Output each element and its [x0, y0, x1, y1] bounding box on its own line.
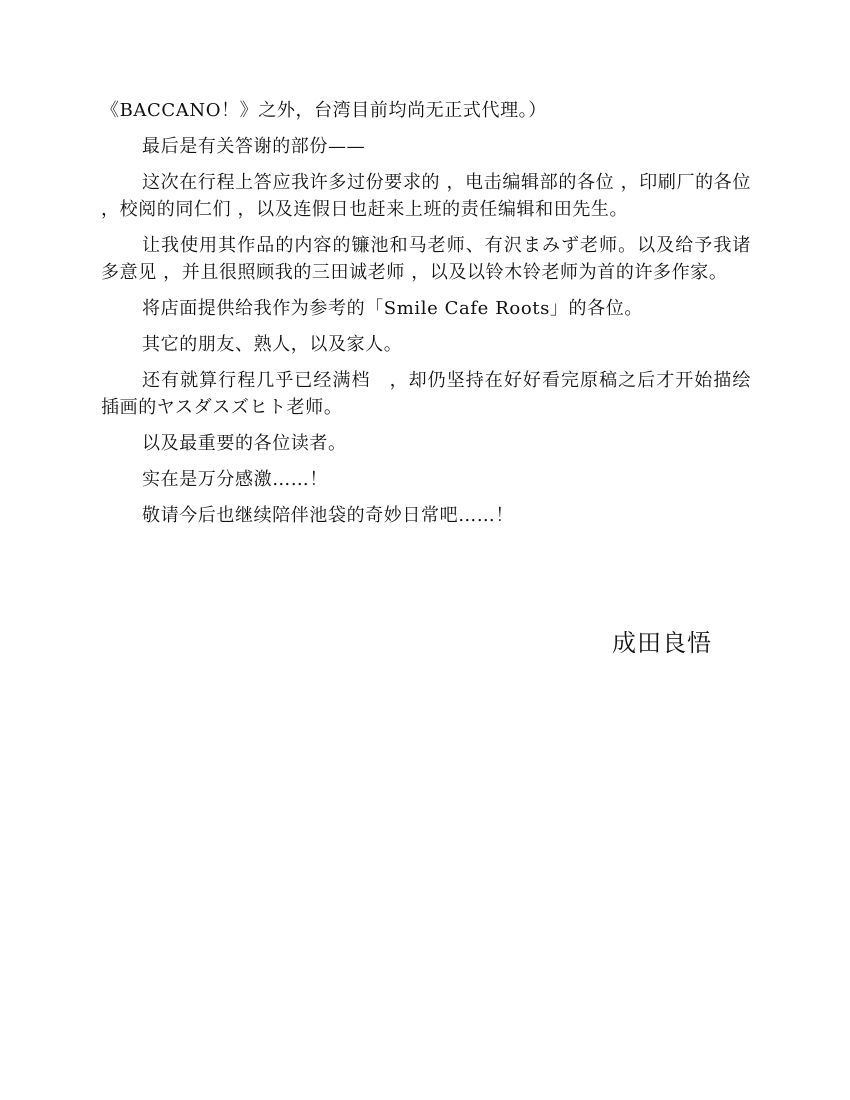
paragraph: 敬请今后也继续陪伴池袋的奇妙日常吧……！ — [142, 505, 514, 526]
author-signature: 成田良悟 — [612, 629, 712, 657]
paragraph: 实在是万分感激……！ — [142, 469, 328, 490]
paragraph: 将店面提供给我作为参考的「Smile Cafe Roots」的各位。 — [142, 298, 643, 319]
paragraph: 让我使用其作品的内容的镰池和马老师、有沢まみず老师。以及给予我诸多意见 ，并且很照顾我的三田诚老师 ，以及以铃木铃老师为首的许多作家。 — [101, 235, 751, 283]
paragraph: 以及最重要的各位读者。 — [142, 433, 347, 454]
document-body — [101, 97, 751, 538]
paragraph: 这次在行程上答应我许多过份要求的 ，电击编辑部的各位 ，印刷厂的各位 ，校阅的同仁们 ，以及连假日也赶来上班的责任编辑和田先生。 — [101, 172, 751, 220]
paragraph: 还有就算行程几乎已经满档 ，却仍坚持在好好看完原稿之后才开始描绘插画的ヤスダスズヒト老师。 — [101, 370, 751, 418]
paragraph: 其它的朋友、熟人，以及家人。 — [142, 334, 403, 355]
paragraph: 最后是有关答谢的部份—— — [142, 136, 366, 157]
paragraph: 《BACCANO！》之外，台湾目前均尚无正式代理。） — [101, 100, 547, 121]
